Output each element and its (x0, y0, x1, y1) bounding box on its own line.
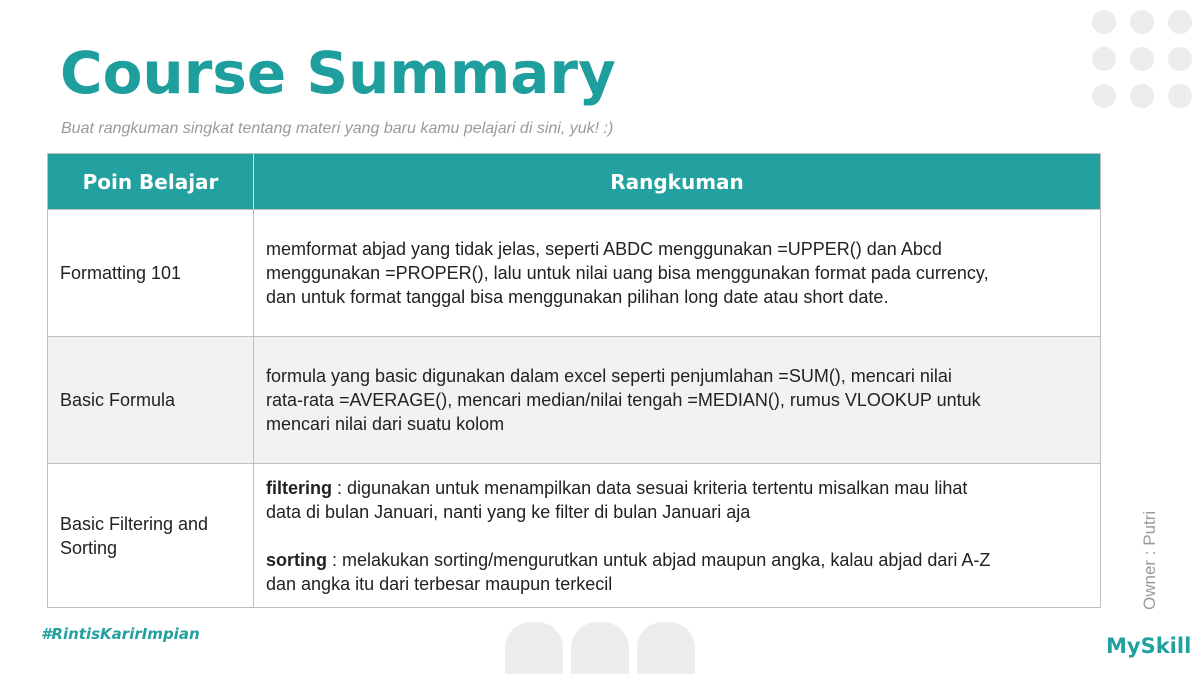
header-poin-belajar: Poin Belajar (48, 154, 254, 209)
row-label-line: Basic Filtering and (60, 513, 209, 534)
brand-logo: MySkill (1106, 634, 1192, 658)
row-label-line: Sorting (60, 537, 118, 558)
filtering-line (266, 476, 990, 500)
sorting-line (266, 548, 990, 572)
decorative-shape (637, 622, 695, 674)
row-label: Basic Formula (48, 337, 254, 463)
dot (1092, 47, 1116, 71)
dot (1092, 10, 1116, 34)
summary-line: formula yang basic digunakan dalam excel seperti penjumlahan =SUM(), mencari nilai (266, 366, 952, 386)
dot (1130, 10, 1154, 34)
summary-line: mencari nilai dari suatu kolom (266, 414, 505, 434)
summary-table (47, 153, 1101, 608)
row-summary (254, 464, 1100, 607)
table-row (48, 210, 1100, 337)
decorative-shape (571, 622, 629, 674)
header-rangkuman: Rangkuman (610, 169, 744, 194)
row-label: Formatting 101 (48, 210, 254, 336)
page-subtitle: Buat rangkuman singkat tentang materi yang baru kamu pelajari di sini, yuk! :) (61, 120, 614, 137)
filtering-term: filtering (266, 477, 332, 498)
row-label (48, 464, 254, 607)
decorative-shape (505, 622, 563, 674)
table-row (48, 464, 1100, 607)
page-title: Course Summary (60, 39, 616, 107)
owner-label: Owner : Putri (1140, 510, 1159, 610)
dot (1168, 47, 1192, 71)
sorting-line: dan angka itu dari terbesar maupun terkecil (266, 573, 613, 594)
summary-line: rata-rata =AVERAGE(), mencari median/nilai tengah =MEDIAN(), rumus VLOOKUP untuk (266, 390, 981, 410)
dot (1092, 84, 1116, 108)
summary-line: dan untuk format tanggal bisa menggunakan pilihan long date atau short date. (266, 287, 889, 307)
hashtag: #RintisKarirImpian (41, 625, 200, 643)
summary-line: memformat abjad yang tidak jelas, seperti ABDC menggunakan =UPPER() dan Abcd (266, 239, 942, 259)
spacer (266, 524, 990, 548)
dot (1168, 10, 1192, 34)
row-summary (254, 337, 1100, 463)
table-row (48, 337, 1100, 464)
dot (1168, 84, 1192, 108)
summary-line: menggunakan =PROPER(), lalu untuk nilai uang bisa menggunakan format pada currency, (266, 263, 989, 283)
decorative-dots (1092, 10, 1200, 110)
row-summary (254, 210, 1100, 336)
dot (1130, 47, 1154, 71)
filtering-line: data di bulan Januari, nanti yang ke filter di bulan Januari aja (266, 501, 751, 522)
filtering-text: : digunakan untuk menampilkan data sesuai kriteria tertentu misalkan mau lihat (332, 477, 968, 498)
sorting-term: sorting (266, 549, 327, 570)
dot (1130, 84, 1154, 108)
table-header-row (48, 154, 1100, 210)
sorting-text: : melakukan sorting/mengurutkan untuk abjad maupun angka, kalau abjad dari A-Z (327, 549, 991, 570)
